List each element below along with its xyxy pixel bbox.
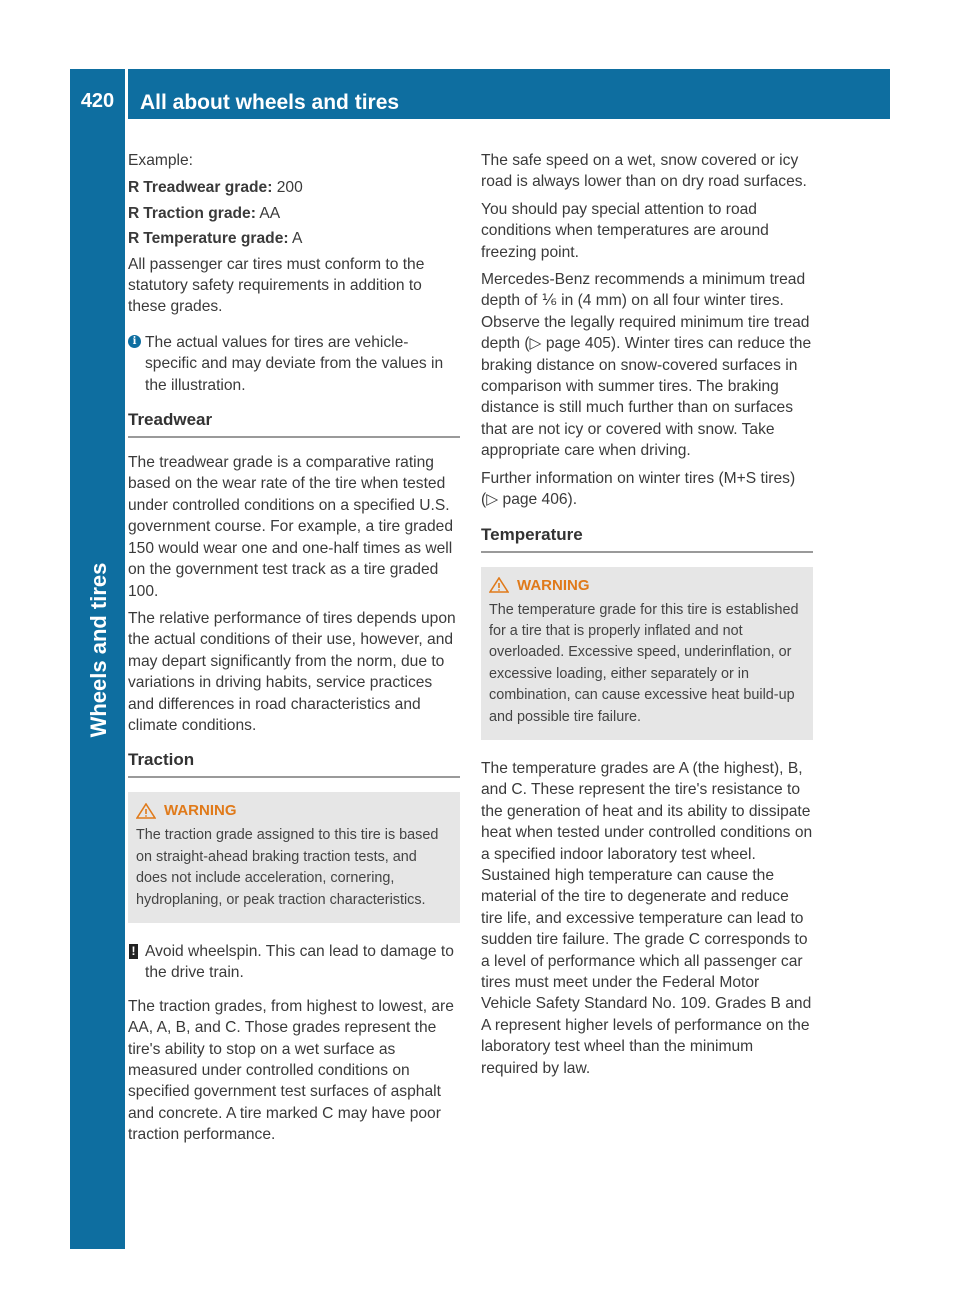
bullet-key: Temperature grade: xyxy=(143,230,289,248)
caution-note-text: Avoid wheelspin. This can lead to damage to the drive train. xyxy=(145,942,454,982)
info-icon: i xyxy=(128,335,141,348)
temperature-warning-box xyxy=(481,567,813,740)
page-title: All about wheels and tires xyxy=(140,91,400,114)
caution-note xyxy=(128,941,460,984)
right-column xyxy=(481,150,813,1085)
warning-label: WARNING xyxy=(517,576,590,594)
section-side-label: Wheels and tires xyxy=(86,562,111,738)
temperature-heading: Temperature xyxy=(481,525,813,553)
warning-header xyxy=(136,802,450,819)
page-number: 420 xyxy=(80,90,115,112)
exclamation-icon: ! xyxy=(129,944,138,959)
paragraph: You should pay special attention to road conditions when temperatures are around freezing point. xyxy=(481,200,769,261)
info-note xyxy=(128,332,460,396)
traction-warning-box xyxy=(128,792,460,923)
bullet-marker: R xyxy=(128,204,140,222)
temperature-paragraph: The temperature grades are A (the highest), B, and C. These represent the tire's resistance to the generation of heat and its ability to dissipate heat when tested under controlled conditions on a specified indoor laboratory test wheel. Sustained high temperature can cause the material of the tire to degenerate and reduce tire life, and excessive temperature can lead to sudden tire failure. The grade C corresponds to a level of performance which all passenger car tires must meet under the Federal Motor Vehicle Safety Standard No. 109. Grades B and A represent higher levels of performance on the laboratory test wheel than the minimum required by law. xyxy=(481,759,813,1077)
intro-paragraph: All passenger car tires must conform to the statutory safety requirements in addition to these grades. xyxy=(128,255,425,316)
warning-text: The traction grade assigned to this tire is based on straight-ahead braking traction tests, and does not include acceleration, cornering, hydroplaning, or peak traction characteristics. xyxy=(136,827,439,908)
bullet-marker: R xyxy=(128,179,140,197)
bullet-value: 200 xyxy=(272,179,303,197)
warning-label: WARNING xyxy=(164,802,237,820)
paragraph: The safe speed on a wet, snow covered or icy road is always lower than on dry road surfaces. xyxy=(481,152,807,191)
warning-triangle-icon xyxy=(136,803,156,819)
treadwear-paragraph: The treadwear grade is a comparative rating based on the wear rate of the tire when tested under controlled conditions on a specified U.S. government course. For example, a tire graded 150 would wear one and one-half times as well on the government test track as a tire graded 100. xyxy=(128,454,454,600)
treadwear-paragraph-2: The relative performance of tires depends upon the actual conditions of their use, however, and may depart significantly from the norm, due to variations in driving habits, service practices and differences in road characteristics and climate conditions. xyxy=(128,609,456,734)
bullet-key: Treadwear grade: xyxy=(143,179,273,197)
list-item xyxy=(128,203,460,224)
warning-header xyxy=(489,577,803,594)
traction-paragraph: The traction grades, from highest to lowest, are AA, A, B, and C. Those grades represent the tire's ability to stop on a wet surface as measured under controlled conditions on specified government test surfaces of asphalt and concrete. A tire marked C may have poor traction performance. xyxy=(128,997,454,1144)
traction-heading: Traction xyxy=(128,750,460,778)
paragraph: Mercedes-Benz recommends a minimum tread depth of ⅙ in (4 mm) on all four winter tires. Observe the legally required minimum tire tread depth (▷ page 405). Winter tires can reduce the braking distance on snow-covered surfaces in comparison with summer tires. The braking distance is still much further than on surfaces that are not icy or covered with snow. Take appropriate care when driving. xyxy=(481,271,812,460)
warning-text: The temperature grade for this tire is established for a tire that is properly inflated and not overloaded. Excessive speed, underinflation, or excessive loading, either separately or in combination, can cause excessive heat build-up and possible tire failure. xyxy=(489,601,799,725)
example-label: Example: xyxy=(128,152,194,169)
bullet-marker: R xyxy=(128,230,140,248)
left-column xyxy=(128,150,460,1152)
warning-triangle-icon xyxy=(489,577,509,593)
treadwear-heading: Treadwear xyxy=(128,410,460,438)
bullet-value: A xyxy=(288,230,303,248)
bullet-key: Traction grade: xyxy=(143,204,256,222)
list-item xyxy=(128,228,460,249)
bullet-value: AA xyxy=(255,204,281,222)
paragraph: Further information on winter tires (M+S tires) (▷ page 406). xyxy=(481,469,796,509)
list-item xyxy=(128,177,460,198)
header-divider xyxy=(125,69,128,119)
info-note-text: The actual values for tires are vehicle-specific and may deviate from the values in the illustration. xyxy=(145,333,444,394)
